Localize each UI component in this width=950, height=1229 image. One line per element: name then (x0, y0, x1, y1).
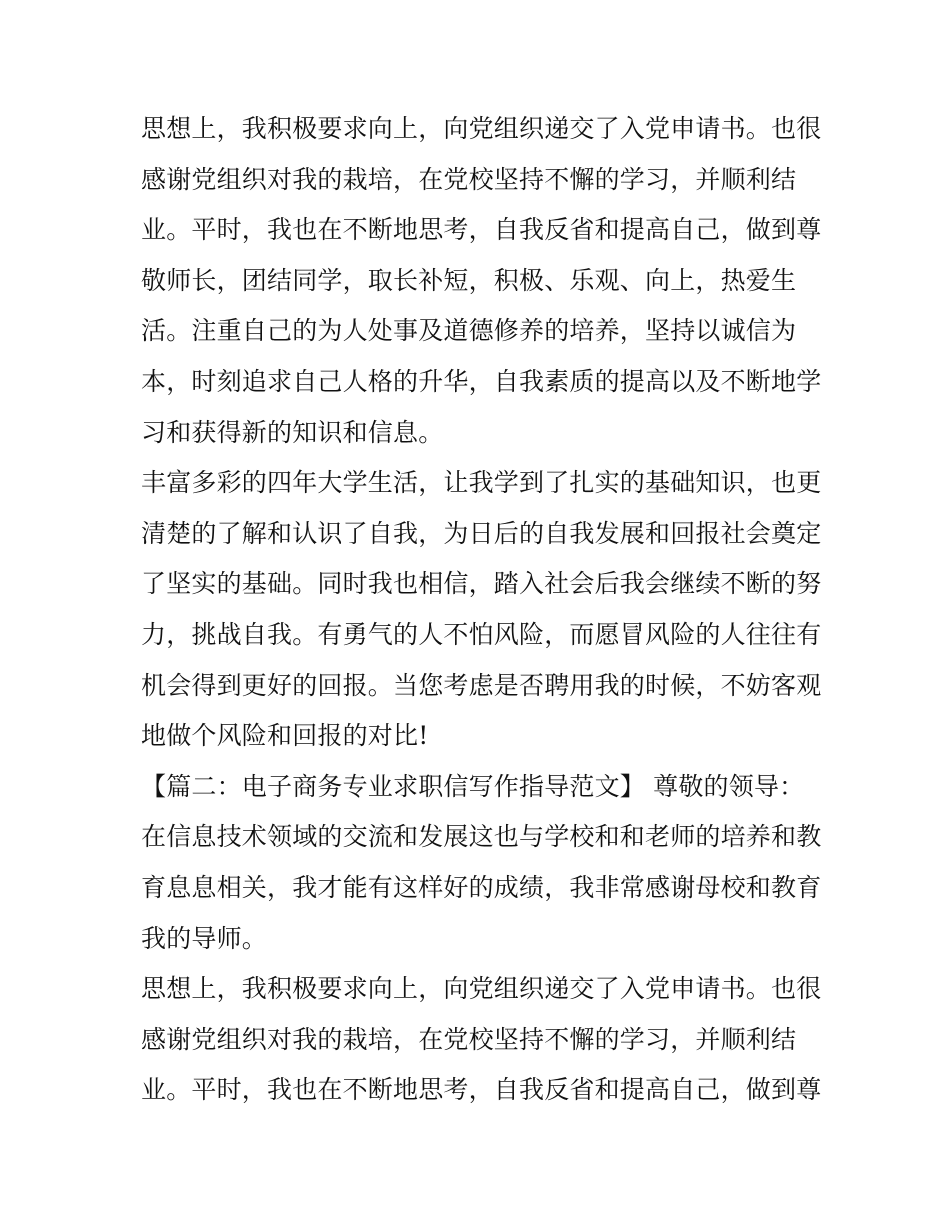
text-line: 敬师长，团结同学，取长补短，积极、乐观、向上，热爱生 (141, 265, 797, 295)
text-line: 了坚实的基础。同时我也相信，踏入社会后我会继续不断的努 (141, 569, 822, 599)
text-line: 力，挑战自我。有勇气的人不怕风险，而愿冒风险的人往往有 (141, 619, 822, 649)
text-line: 清楚的了解和认识了自我，为日后的自我发展和回报社会奠定 (141, 518, 822, 548)
text-line: 感谢党组织对我的栽培，在党校坚持不懈的学习，并顺利结 (141, 164, 797, 194)
text-line: 在信息技术领域的交流和发展这也与学校和和老师的培养和教 (141, 822, 822, 852)
document-body (141, 104, 821, 1116)
text-line: 机会得到更好的回报。当您考虑是否聘用我的时候，不妨客观 (141, 670, 822, 700)
text-line: 感谢党组织对我的栽培，在党校坚持不懈的学习，并顺利结 (141, 1024, 797, 1054)
text-line: 业。平时，我也在不断地思考，自我反省和提高自己，做到尊 (141, 1075, 822, 1105)
text-line: 业。平时，我也在不断地思考，自我反省和提高自己，做到尊 (141, 215, 822, 245)
text-line: 育息息相关，我才能有这样好的成绩，我非常感谢母校和教育 (141, 872, 822, 902)
text-line: 思想上，我积极要求向上，向党组织递交了入党申请书。也很 (141, 114, 822, 143)
text-line: 我的导师。 (141, 923, 268, 953)
text-line: 本，时刻追求自己人格的升华，自我素质的提高以及不断地学 (141, 366, 822, 396)
text-line: 习和获得新的知识和信息。 (141, 417, 444, 447)
section-heading-line: 【篇二：电子商务专业求职信写作指导范文】 尊敬的领导： (141, 771, 805, 801)
text-line: 地做个风险和回报的对比! (141, 721, 429, 751)
text-line: 丰富多彩的四年大学生活，让我学到了扎实的基础知识，也更 (141, 468, 822, 498)
text-line: 活。注重自己的为人处事及道德修养的培养，坚持以诚信为 (141, 316, 797, 346)
text-line: 思想上，我积极要求向上，向党组织递交了入党申请书。也很 (141, 974, 822, 1004)
